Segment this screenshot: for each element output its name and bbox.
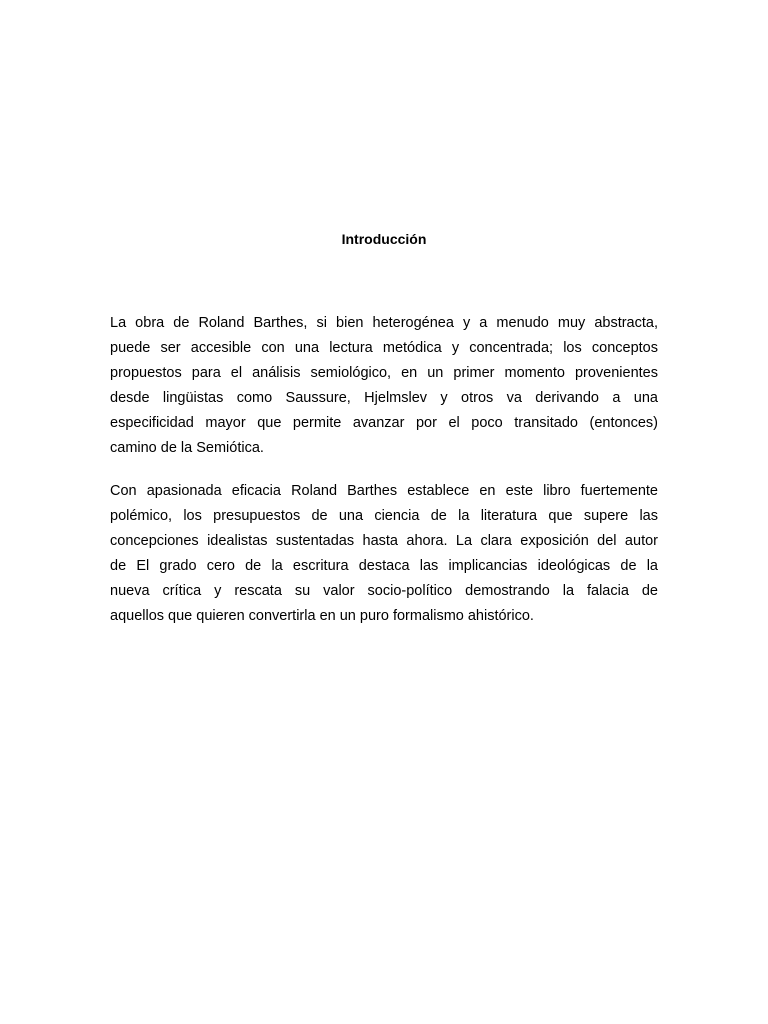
paragraph-line: concepciones idealistas sustentadas hasta ahora. La clara exposición del autor — [110, 533, 658, 549]
page-title: Introducción — [341, 231, 427, 247]
paragraph-line: camino de la Semiótica. — [110, 440, 264, 456]
paragraph-line: de El grado cero de la escritura destaca las implicancias ideológicas de la — [110, 558, 658, 574]
paragraph-line: polémico, los presupuestos de una ciencia de la literatura que supere las — [110, 508, 658, 524]
paragraph-line: nueva crítica y rescata su valor socio-político demostrando la falacia de — [110, 583, 658, 599]
paragraph-line: propuestos para el análisis semiológico, en un primer momento provenientes — [110, 365, 658, 381]
paragraph-line: aquellos que quieren convertirla en un puro formalismo ahistórico. — [110, 608, 534, 624]
paragraph-1 — [110, 311, 658, 461]
paragraph-line: Con apasionada eficacia Roland Barthes establece en este libro fuertemente — [110, 483, 658, 499]
paragraph-line: especificidad mayor que permite avanzar por el poco transitado (entonces) — [110, 415, 658, 431]
paragraph-line: desde lingüistas como Saussure, Hjelmslev y otros va derivando a una — [110, 390, 658, 406]
paragraph-line: puede ser accesible con una lectura metódica y concentrada; los conceptos — [110, 340, 658, 356]
paragraph-2 — [110, 479, 658, 629]
paragraph-line: La obra de Roland Barthes, si bien heterogénea y a menudo muy abstracta, — [110, 315, 658, 331]
